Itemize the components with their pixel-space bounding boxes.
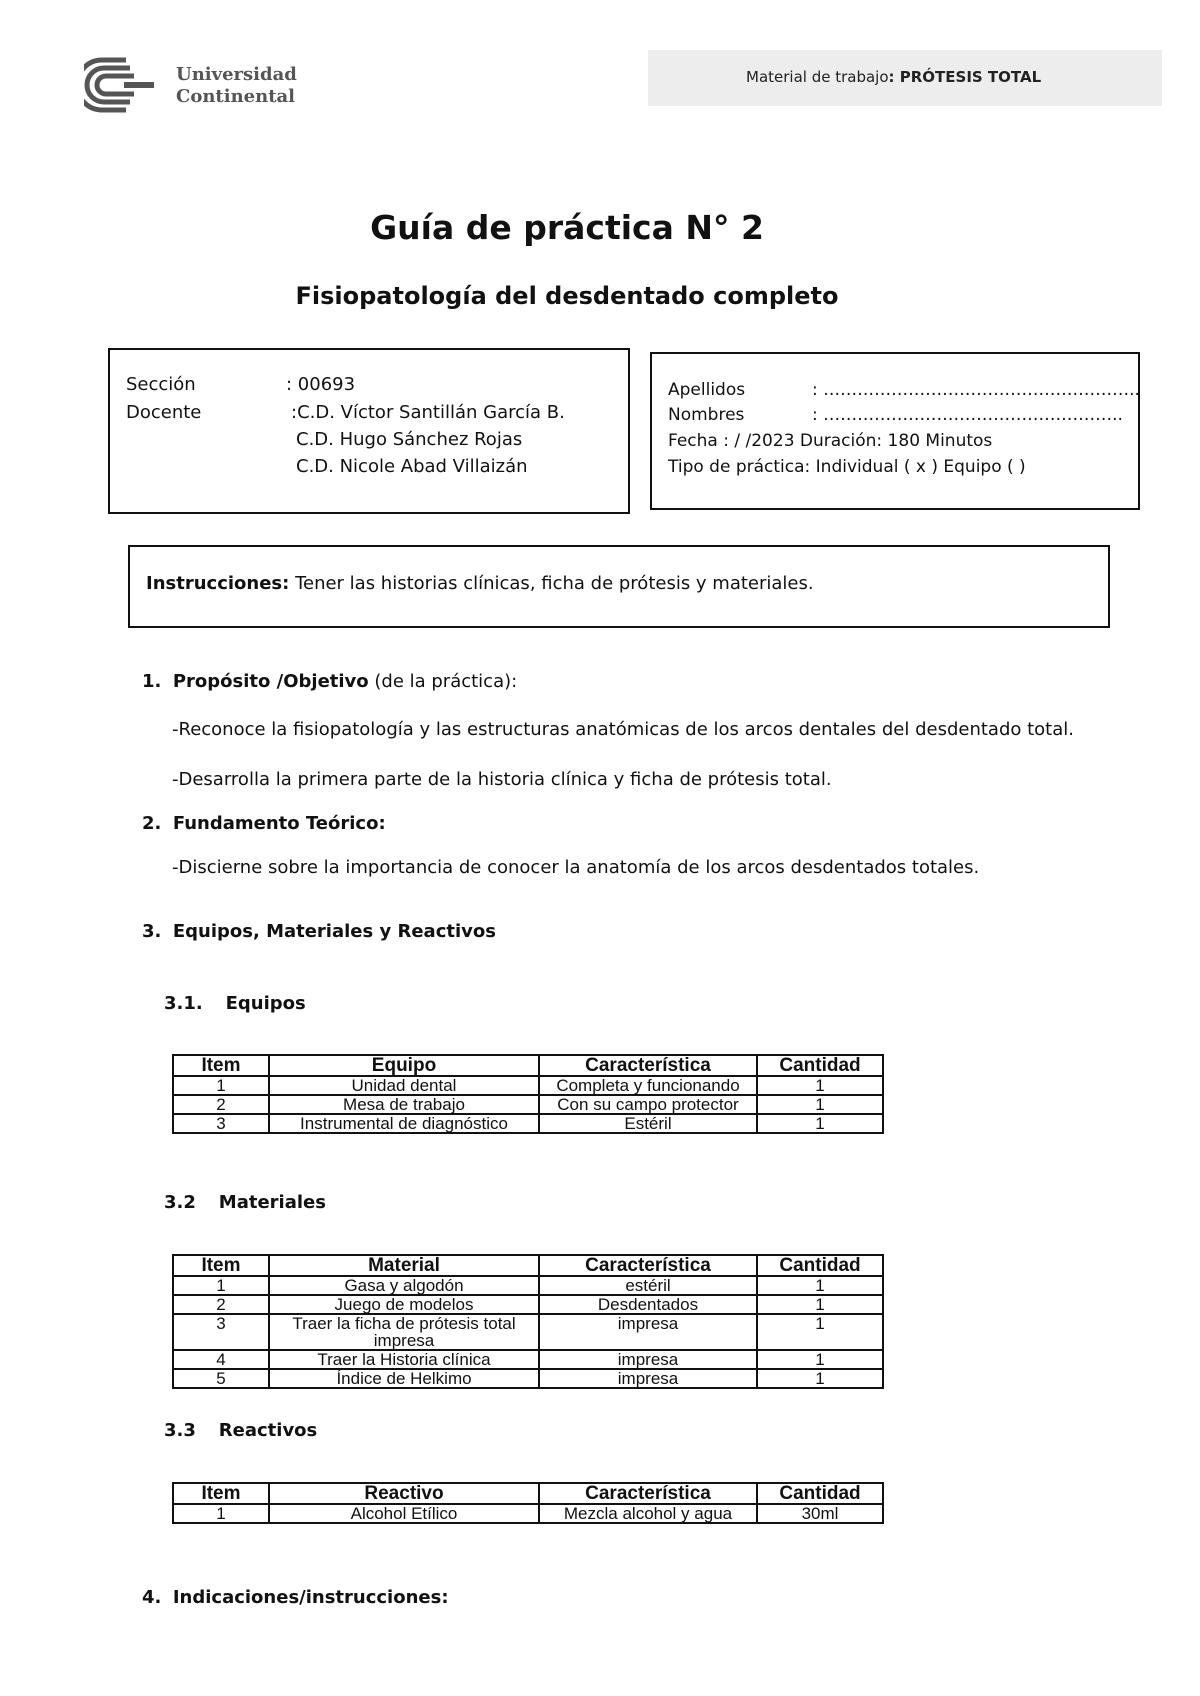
section-1-number: 1. <box>142 671 162 692</box>
col-header-cantidad: Cantidad <box>757 1255 883 1276</box>
header-material-box <box>648 50 1162 106</box>
university-logo <box>84 56 297 114</box>
col-header-item: Item <box>173 1255 269 1276</box>
equipos-table <box>172 1054 884 1134</box>
seccion-value: : 00693 <box>286 374 356 395</box>
fecha-line: Fecha : / /2023 Duración: 180 Minutos <box>668 431 993 451</box>
logo-line-2: Continental <box>176 86 296 107</box>
instructions-label: Instrucciones: <box>146 573 290 594</box>
section-2-number: 2. <box>142 813 162 834</box>
tipo-practica-line: Tipo de práctica: Individual ( x ) Equipo ( ) <box>668 457 1026 477</box>
cell-item: 1 <box>173 1276 269 1295</box>
cell-caracteristica: Estéril <box>539 1114 757 1133</box>
subsection-3-1-number: 3.1. <box>164 993 203 1014</box>
col-header-item: Item <box>173 1055 269 1076</box>
docente-2: C.D. Hugo Sánchez Rojas <box>296 429 523 450</box>
cell-cantidad: 1 <box>757 1076 883 1095</box>
section-3-title: Equipos, Materiales y Reactivos <box>172 921 496 942</box>
cell-caracteristica: impresa <box>539 1350 757 1369</box>
table-row <box>173 1314 883 1350</box>
subsection-3-3-title: Reactivos <box>218 1420 318 1441</box>
section-1-suffix: (de la práctica): <box>368 671 518 692</box>
table-row <box>173 1504 883 1523</box>
section-1-line-1: -Reconoce la fisiopatología y las estructuras anatómicas de los arcos dentales del desdentado total. <box>172 719 1074 740</box>
section-3-heading <box>142 921 496 942</box>
subsection-3-2-title: Materiales <box>218 1192 326 1213</box>
col-header-reactivo: Reactivo <box>269 1483 539 1504</box>
col-header-cantidad: Cantidad <box>757 1055 883 1076</box>
cell-cantidad: 1 <box>757 1295 883 1314</box>
course-info-box <box>108 348 630 514</box>
reactivos-table <box>172 1482 884 1524</box>
cell-material: Gasa y algodón <box>269 1276 539 1295</box>
cell-item: 3 <box>173 1314 269 1350</box>
cell-item: 5 <box>173 1369 269 1388</box>
subsection-3-2-heading <box>164 1192 326 1213</box>
cell-material: Juego de modelos <box>269 1295 539 1314</box>
nombres-value[interactable]: : …………………………………………….. <box>812 405 1123 425</box>
logo-icon <box>84 56 170 114</box>
cell-cantidad: 1 <box>757 1369 883 1388</box>
cell-cantidad: 30ml <box>757 1504 883 1523</box>
cell-cantidad: 1 <box>757 1276 883 1295</box>
table-header-row <box>173 1483 883 1504</box>
cell-item: 2 <box>173 1295 269 1314</box>
header-material-text <box>746 68 1041 86</box>
cell-item: 3 <box>173 1114 269 1133</box>
section-2-line-1: -Discierne sobre la importancia de conocer la anatomía de los arcos desdentados totales. <box>172 857 980 878</box>
cell-material: Traer la Historia clínica <box>269 1350 539 1369</box>
logo-line-1: Universidad <box>176 64 297 85</box>
section-1-heading <box>142 671 517 692</box>
table-row <box>173 1295 883 1314</box>
col-header-caracteristica: Característica <box>539 1255 757 1276</box>
logo-text <box>176 64 297 108</box>
col-header-equipo: Equipo <box>269 1055 539 1076</box>
cell-cantidad: 1 <box>757 1350 883 1369</box>
cell-caracteristica: impresa <box>539 1369 757 1388</box>
apellidos-value[interactable]: : ……………………………………………….. <box>812 380 1140 400</box>
cell-cantidad: 1 <box>757 1314 883 1350</box>
cell-caracteristica: Con su campo protector <box>539 1095 757 1114</box>
docente-3: C.D. Nicole Abad Villaizán <box>296 456 528 477</box>
cell-caracteristica: impresa <box>539 1314 757 1350</box>
table-row <box>173 1369 883 1388</box>
cell-caracteristica: Desdentados <box>539 1295 757 1314</box>
table-row <box>173 1095 883 1114</box>
nombres-label: Nombres <box>668 405 745 425</box>
page-subtitle: Fisiopatología del desdentado completo <box>295 282 839 310</box>
cell-caracteristica: estéril <box>539 1276 757 1295</box>
section-4-number: 4. <box>142 1587 162 1608</box>
col-header-cantidad: Cantidad <box>757 1483 883 1504</box>
col-header-caracteristica: Característica <box>539 1055 757 1076</box>
seccion-label: Sección <box>126 374 196 395</box>
col-header-caracteristica: Característica <box>539 1483 757 1504</box>
cell-material: Índice de Helkimo <box>269 1369 539 1388</box>
section-1-title: Propósito /Objetivo <box>172 671 369 692</box>
cell-item: 4 <box>173 1350 269 1369</box>
cell-item: 2 <box>173 1095 269 1114</box>
cell-item: 1 <box>173 1076 269 1095</box>
cell-item: 1 <box>173 1504 269 1523</box>
table-header-row <box>173 1055 883 1076</box>
cell-cantidad: 1 <box>757 1095 883 1114</box>
cell-equipo: Instrumental de diagnóstico <box>269 1114 539 1133</box>
subsection-3-3-heading <box>164 1420 317 1441</box>
cell-caracteristica: Mezcla alcohol y agua <box>539 1504 757 1523</box>
cell-equipo: Unidad dental <box>269 1076 539 1095</box>
section-2-heading <box>142 813 386 834</box>
page-title: Guía de práctica N° 2 <box>370 208 764 247</box>
col-header-material: Material <box>269 1255 539 1276</box>
cell-equipo: Mesa de trabajo <box>269 1095 539 1114</box>
cell-caracteristica: Completa y funcionando <box>539 1076 757 1095</box>
docente-1: :C.D. Víctor Santillán García B. <box>291 402 565 423</box>
table-header-row <box>173 1255 883 1276</box>
materiales-table <box>172 1254 884 1389</box>
instructions-body: Tener las historias clínicas, ficha de prótesis y materiales. <box>289 573 814 594</box>
subsection-3-3-number: 3.3 <box>164 1420 196 1441</box>
cell-cantidad: 1 <box>757 1114 883 1133</box>
table-row <box>173 1114 883 1133</box>
subsection-3-1-heading <box>164 993 306 1014</box>
section-4-heading <box>142 1587 449 1608</box>
cell-material: Traer la ficha de prótesis total impresa <box>269 1314 539 1350</box>
apellidos-label: Apellidos <box>668 380 746 400</box>
table-row <box>173 1276 883 1295</box>
section-4-title: Indicaciones/instrucciones: <box>172 1587 449 1608</box>
col-header-item: Item <box>173 1483 269 1504</box>
section-3-number: 3. <box>142 921 162 942</box>
instructions-box <box>128 545 1110 628</box>
cell-reactivo: Alcohol Etílico <box>269 1504 539 1523</box>
subsection-3-1-title: Equipos <box>225 993 306 1014</box>
subsection-3-2-number: 3.2 <box>164 1192 196 1213</box>
material-value: : PRÓTESIS TOTAL <box>888 68 1042 86</box>
docente-label: Docente <box>126 402 202 423</box>
student-info-box <box>650 352 1140 510</box>
instructions-text <box>146 573 814 594</box>
table-row <box>173 1076 883 1095</box>
material-label: Material de trabajo <box>746 68 889 86</box>
section-2-title: Fundamento Teórico: <box>172 813 386 834</box>
section-1-line-2: -Desarrolla la primera parte de la historia clínica y ficha de prótesis total. <box>172 769 832 790</box>
table-row <box>173 1350 883 1369</box>
